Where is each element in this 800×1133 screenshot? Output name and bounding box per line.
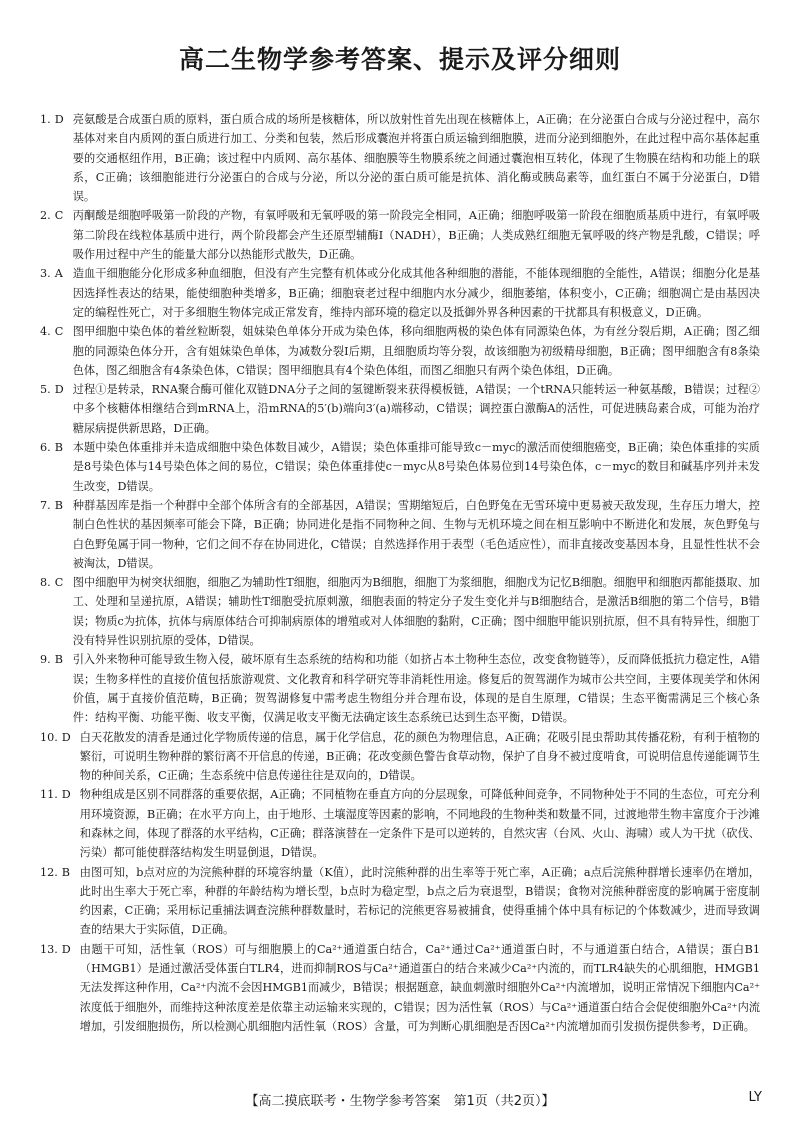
question-number: 11. [40,788,58,802]
question-number: 7. [40,498,51,512]
question-number: 10. [40,730,58,744]
answer-explanation: 由图可知，b点对应的为浣熊种群的环境容纳量（K值），此时浣熊种群的出生率等于死亡率，A正确；a点后浣熊种群增长速率仍在增加，此时出生率大于死亡率，种群的年龄结构为增长型，b点时为稳定型，b点之后为衰退型，B错误；食物对浣熊种群密度的影响属于密度制约因素，C正确；采用标记重捕法调查浣熊种群数量时，若标记的浣熊更容易被捕食，使得重捕个体中具有标记的个体数减少，进而导致调查的结果大于实际值，D正确。 [79,865,760,937]
question-number: 2. [40,209,51,223]
answer-item [40,110,760,206]
page-title: 高二生物学参考答案、提示及评分细则 [178,45,621,74]
answer-item [40,573,760,650]
answer-key: D [54,113,64,126]
answer-item [40,206,760,264]
answer-key: B [54,441,63,455]
answer-explanation: 过程①是转录，RNA聚合酶可催化双链DNA分子之间的氢键断裂来获得模板链，A错误；一个tRNA只能转运一种氨基酸，B错误；过程②中多个核糖体相继结合到mRNA上，沿mRNA的5′(b)端向3′(a)端移动，C错误；调控蛋白激酶A的活性，可促进胰岛素合成，可能为治疗糖尿病提供新思路，D正确。 [72,383,760,435]
question-number: 13. [40,942,58,956]
answer-explanation: 由题干可知，活性氧（ROS）可与细胞膜上的Ca²⁺通道蛋白结合，Ca²⁺通过Ca²⁺通道蛋白时，不与通道蛋白结合，A错误；蛋白B1（HMGB1）是通过激活受体蛋白TLR4，进而抑制ROS与Ca²⁺通道蛋白的结合来减少Ca²⁺内流的，而TLR4缺失的心肌细胞，HMGB1无法发挥这种作用，Ca²⁺内流不会因HMGB1而减少，B错误；根据题意，缺血刺激时细胞外Ca²⁺内流增加，说明正常情况下细胞内Ca²⁺浓度低于细胞外，而维持这种浓度差是依靠主动运输来实现的，C错误；因为活性氧（ROS）与Ca²⁺通道蛋白结合会促使细胞外Ca²⁺内流增加，引发细胞损伤，所以检测心肌细胞内活性氧（ROS）含量，可为判断心肌细胞是否因Ca²⁺内流增加而引发损伤提供参考，D正确。 [79,942,760,1033]
answer-explanation: 引入外来物种可能导致生物入侵，破坏原有生态系统的结构和功能（如挤占本土物种生态位，改变食物链等），反而降低抵抗力稳定性，A错误；生物多样性的直接价值包括旅游观赏、文化教育和科学研究等非消耗性用途。修复后的贺驾湖作为城市公共空间，主要体现美学和休闲价值，属于直接价值范畴，B正确；贺驾湖修复中需考虑生物组分并合理布设，体现的是自生原理，C错误；生态平衡需满足三个核心条件：结构平衡、功能平衡、收支平衡，仅满足收支平衡无法确定该生态系统已达到生态平衡，D错误。 [72,653,760,725]
answer-explanation: 造血干细胞能分化形成多种血细胞，但没有产生完整有机体或分化成其他各种细胞的潜能，不能体现细胞的全能性，A错误；细胞分化是基因选择性表达的结果，能使细胞种类增多，B正确；细胞衰老过程中细胞内水分减少，细胞萎缩，体积变小，C正确；细胞凋亡是由基因决定的编程性死亡，对于多细胞生物体完成正常发育，维持内部环境的稳定以及抵御外界各种因素的干扰都具有积极意义，D正确。 [72,267,760,319]
answer-item [40,785,760,862]
answer-explanation: 图中细胞甲为树突状细胞，细胞乙为辅助性T细胞，细胞丙为B细胞，细胞丁为浆细胞，细胞戊为记忆B细胞。细胞甲和细胞丙都能摄取、加工、处理和呈递抗原，A错误；辅助性T细胞受抗原刺激，细胞表面的特定分子发生变化并与B细胞结合，是激活B细胞的第二个信号，B错误；物质c为抗体，抗体与病原体结合可抑制病原体的增殖或对人体细胞的黏附，C正确；图中细胞甲能识别抗原，但不具有特异性，细胞丁没有特异性识别抗原的受体，D错误。 [72,576,760,648]
answer-key: C [54,325,64,339]
answer-item [40,322,760,380]
question-number: 3. [40,267,51,281]
question-number: 1. [40,113,51,126]
answer-explanation: 本题中染色体重排并未造成细胞中染色体数目减少，A错误；染色体重排可能导致c－myc的激活而使细胞癌变，B正确；染色体重排的实质是8号染色体与14号染色体之间的易位，C错误；染色体重排使c－myc从8号染色体易位到14号染色体，c－myc的数目和碱基序列并未发生改变，D错误。 [72,441,760,493]
question-number: 6. [40,441,51,455]
question-number: 4. [40,325,51,339]
answer-key: A [54,267,63,281]
answer-key: C [54,576,64,590]
page-footer [0,1090,800,1110]
answer-key: D [54,383,64,397]
answer-item [40,264,760,322]
answer-key: B [54,653,63,667]
answer-key: D [61,942,71,956]
answer-key: D [61,730,71,744]
answer-item [40,728,760,786]
answer-key: B [61,865,71,879]
answer-item [40,940,760,1036]
answer-item [40,438,760,496]
question-number: 5. [40,383,51,397]
question-number: 12. [40,865,58,879]
answer-explanation: 种群基因库是指一个种群中全部个体所含有的全部基因，A错误；雪期缩短后，白色野兔在无雪环境中更易被天敌发现，生存压力增大，控制白色性状的基因频率可能会下降，B正确；协同进化是指不同物种之间、生物与无机环境之间在相互影响中不断进化和发展，灰色野兔与白色野兔属于同一物种，它们之间不存在协同进化，C错误；自然选择作用于表型（毛色适应性），而非直接改变基因本身，且显性性状不会被淘汰，D错误。 [72,498,760,570]
question-number: 8. [40,576,51,590]
answer-explanation: 丙酮酸是细胞呼吸第一阶段的产物，有氧呼吸和无氧呼吸的第一阶段完全相同，A正确；细胞呼吸第一阶段在细胞质基质中进行，有氧呼吸第二阶段在线粒体基质中进行，两个阶段都会产生还原型辅酶Ⅰ（NADH），B正确；人类成熟红细胞无氧呼吸的终产物是乳酸，C错误；呼吸作用过程中产生的能量大部分以热能形式散失，D正确。 [72,209,760,262]
question-number: 9. [40,653,51,667]
answer-key: B [54,498,63,512]
answer-key: D [61,788,71,802]
answer-explanation: 白天花散发的清香是通过化学物质传递的信息，属于化学信息，花的颜色为物理信息，A正确；花吸引昆虫帮助其传播花粉，有利于植物的繁衍，可说明生物种群的繁衍离不开信息的传递，B正确；花改变颜色警告食草动物，保护了自身不被过度啃食，可说明信息传递能调节生物的种间关系，C正确；生态系统中信息传递往往是双向的，D错误。 [79,730,760,783]
answer-explanation: 亮氨酸是合成蛋白质的原料，蛋白质合成的场所是核糖体，所以放射性首先出现在核糖体上，A正确；在分泌蛋白合成与分泌过程中，高尔基体对来自内质网的蛋白质进行加工、分类和包装，然后形成囊泡并将蛋白质运输到细胞膜，进而分泌到细胞外，在此过程中高尔基体起重要的交通枢纽作用，B正确；该过程中内质网、高尔基体、细胞膜等生物膜系统之间通过囊泡相互转化，体现了生物膜在结构和功能上的联系，C正确；该细胞能进行分泌蛋白的合成与分泌，所以分泌的蛋白质可能是抗体、消化酶或胰岛素等，血红蛋白不属于分泌蛋白，D错误。 [72,113,760,204]
answer-key: C [54,209,64,223]
answer-item [40,380,760,438]
answer-list [40,110,760,1036]
answer-item [40,650,760,727]
footer-page-info: 【高二摸底联考・生物学参考答案 第1页（共2页）】 [245,1094,555,1109]
answer-item [40,496,760,573]
footer-code: LY [748,1090,762,1105]
answer-explanation: 物种组成是区别不同群落的重要依据，A正确；不同植物在垂直方向的分层现象，可降低种间竞争，不同物种处于不同的生态位，可充分利用环境资源，B正确；在水平方向上，由于地形、土壤湿度等因素的影响，不同地段的生物种类和数量不同，过渡地带生物丰富度介于沙滩和森林之间，体现了群落的水平结构，C正确；群落演替在一定条件下是可以逆转的，自然灾害（台风、火山、海啸）或人为干扰（砍伐、污染）都可能使群落结构发生明显倒退，D错误。 [79,788,760,860]
answer-explanation: 图甲细胞中染色体的着丝粒断裂，姐妹染色单体分开成为染色体，移向细胞两极的染色体有同源染色体，为有丝分裂后期，A正确；图乙细胞的同源染色体分开，含有姐妹染色单体，为减数分裂Ⅰ后期，且细胞质均等分裂，故该细胞为初级精母细胞，B正确；图甲细胞含有8条染色体，图乙细胞含有4条染色体，C错误；图甲细胞具有4个染色体组，而图乙细胞只有两个染色体组，D正确。 [72,325,760,377]
answer-item [40,863,760,940]
